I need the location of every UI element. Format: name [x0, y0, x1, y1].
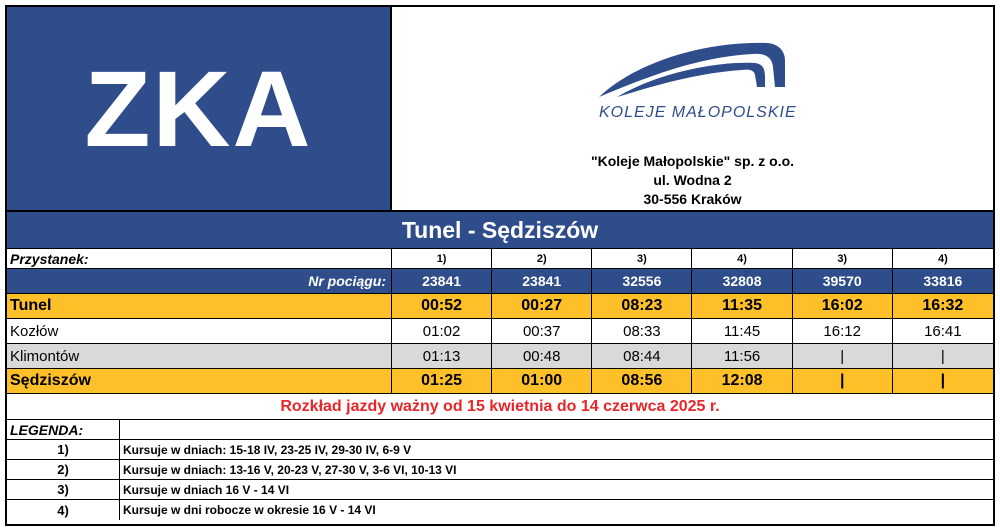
- departure-time: 16:32: [922, 297, 964, 314]
- train-number: 32808: [692, 269, 792, 293]
- stop-label: Przystanek:: [7, 249, 392, 268]
- departure-time: 01:25: [392, 369, 492, 393]
- stop-name: Kozłów: [7, 319, 392, 343]
- legend-item: [7, 480, 993, 500]
- legend-key: 1): [7, 440, 120, 459]
- stop-name: Sędziszów: [7, 369, 392, 393]
- departure-time: 00:48: [492, 344, 592, 368]
- zka-badge-text: ZKA: [84, 48, 313, 169]
- train-label: Nr pociągu:: [7, 269, 392, 293]
- legend-item: [7, 500, 993, 520]
- departure-time: 12:08: [692, 369, 792, 393]
- departure-time: 00:52: [392, 294, 492, 318]
- departure-time: 11:35: [692, 294, 792, 318]
- legend-item: [7, 460, 993, 480]
- zka-badge: [7, 7, 392, 210]
- company-city: 30-556 Kraków: [643, 191, 742, 207]
- legend-title-empty: [120, 420, 993, 439]
- departure-time: 01:00: [492, 369, 592, 393]
- legend-title-row: [7, 420, 993, 440]
- legend-key: 2): [7, 460, 120, 479]
- departure-time: |: [793, 369, 893, 393]
- note-cell: 1): [392, 249, 492, 268]
- train-number: 23841: [492, 269, 592, 293]
- timetable-header: [7, 7, 993, 212]
- departure-time: 01:02: [392, 319, 492, 343]
- departure-time: 00:37: [492, 319, 592, 343]
- legend-key: 3): [7, 480, 120, 499]
- departure-time: 16:02: [793, 294, 893, 318]
- company-block: [392, 7, 993, 210]
- koleje-malopolskie-logo: [597, 39, 787, 101]
- company-name: "Koleje Małopolskie" sp. z o.o.: [590, 153, 795, 169]
- train-number: 39570: [793, 269, 893, 293]
- departure-time: 08:44: [592, 344, 692, 368]
- stop-name: Klimontów: [7, 344, 392, 368]
- train-number: 33816: [923, 273, 963, 289]
- legend-text: Kursuje w dni robocze w okresie 16 V - 14 VI: [123, 503, 376, 517]
- timetable: [5, 5, 995, 526]
- notes-row: [7, 249, 993, 269]
- stop-row-sedziszow: [7, 369, 993, 394]
- legend-key: 4): [7, 500, 120, 520]
- departure-time: 08:23: [592, 294, 692, 318]
- legend-title: LEGENDA:: [7, 420, 120, 439]
- departure-time: 08:33: [592, 319, 692, 343]
- validity-notice: Rozkład jazdy ważny od 15 kwietnia do 14 czerwca 2025 r.: [7, 394, 993, 420]
- departure-time: 11:45: [692, 319, 792, 343]
- stop-name: Tunel: [7, 294, 392, 318]
- route-title: [7, 212, 993, 249]
- departure-time: |: [940, 372, 946, 389]
- route-title-text: Tunel - Sędziszów: [401, 216, 599, 243]
- logo-text: KOLEJE MAŁOPOLSKIE: [599, 104, 797, 121]
- departure-time: |: [940, 347, 945, 365]
- stop-row-klimontow: [7, 344, 993, 369]
- departure-time: 16:12: [793, 319, 893, 343]
- departure-time: 00:27: [492, 294, 592, 318]
- legend-text: Kursuje w dniach: 13-16 V, 20-23 V, 27-30 V, 3-6 VI, 10-13 VI: [123, 462, 457, 477]
- legend-text: Kursuje w dniach: 15-18 IV, 23-25 IV, 29-30 IV, 6-9 V: [123, 442, 412, 457]
- note-cell: 4): [692, 249, 792, 268]
- legend-item: [7, 440, 993, 460]
- stop-row-kozlow: [7, 319, 993, 344]
- legend-text: Kursuje w dniach 16 V - 14 VI: [123, 482, 290, 497]
- departure-time: 16:41: [924, 322, 962, 340]
- note-cell: 2): [492, 249, 592, 268]
- departure-time: 11:56: [692, 344, 792, 368]
- departure-time: 01:13: [392, 344, 492, 368]
- company-street: ul. Wodna 2: [653, 172, 732, 188]
- train-number: 32556: [592, 269, 692, 293]
- departure-time: |: [793, 344, 893, 368]
- note-cell: 3): [793, 249, 893, 268]
- departure-time: 08:56: [592, 369, 692, 393]
- train-number-row: [7, 269, 993, 294]
- stop-row-tunel: [7, 294, 993, 319]
- train-number: 23841: [392, 269, 492, 293]
- note-cell: 4): [937, 252, 948, 265]
- note-cell: 3): [592, 249, 692, 268]
